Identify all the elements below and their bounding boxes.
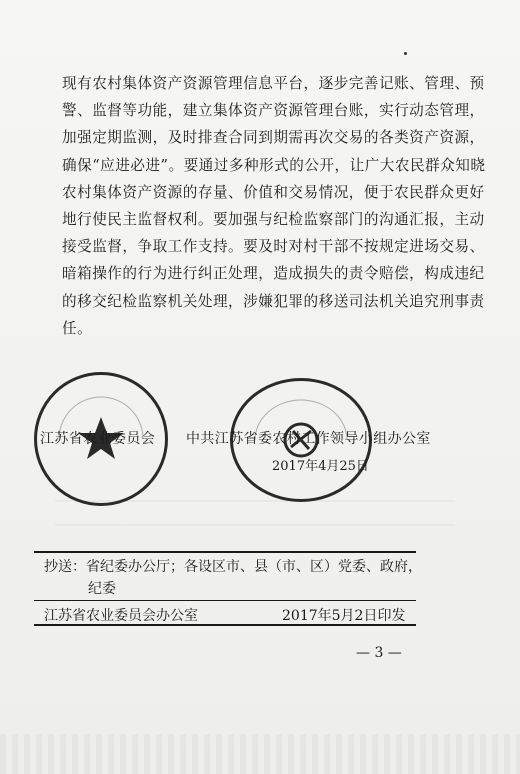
signature-left: 江苏省农业委员会 bbox=[40, 431, 156, 447]
cc-block bbox=[44, 556, 422, 600]
binding-edge bbox=[0, 734, 520, 774]
signature-right: 中共江苏省委农村工作领导小组办公室 bbox=[186, 431, 431, 447]
body-line: 暗箱操作的行为进行纠正处理，造成损失的责令赔偿，构成违纪 bbox=[62, 265, 485, 283]
body-line: 现有农村集体资产资源管理信息平台，逐步完善记账、管理、预 bbox=[62, 75, 485, 92]
body-line: 农村集体资产资源的存量、价值和交易情况，便于农民群众更好 bbox=[62, 183, 485, 201]
page-number: — 3 — bbox=[356, 645, 402, 661]
divider-middle bbox=[34, 600, 416, 601]
cc-recipients: 省纪委办公厅；各设区市、县（市、区）党委、政府， bbox=[86, 559, 422, 575]
divider-bottom bbox=[34, 624, 416, 626]
divider-top bbox=[34, 551, 416, 553]
signature-date: 2017年4月25日 bbox=[272, 459, 369, 474]
cc-line-2: 纪委 bbox=[88, 581, 116, 597]
body-line: 地行使民主监督权利。要加强与纪检监察部门的沟通汇报，主动 bbox=[62, 210, 485, 228]
body-text bbox=[62, 70, 486, 342]
issuing-office: 江苏省农业委员会办公室 bbox=[44, 608, 198, 624]
issue-date: 2017年5月2日印发 bbox=[282, 608, 406, 624]
body-line: 确保“应进必进”。要通过多种形式的公开，让广大农民群众知晓 bbox=[62, 156, 486, 174]
cc-line-1 bbox=[44, 556, 422, 578]
body-line: 警、监督等功能，建立集体资产资源管理台账，实行动态管理， bbox=[62, 102, 485, 120]
body-line: 任。 bbox=[62, 319, 93, 337]
cc-label: 抄送： bbox=[44, 559, 86, 575]
speck bbox=[404, 52, 407, 55]
body-line: 接受监督，争取工作支持。要及时对村干部不按规定进场交易、 bbox=[62, 238, 485, 256]
body-line: 的移交纪检监察机关处理，涉嫌犯罪的移送司法机关追究刑事责 bbox=[62, 292, 485, 310]
body-line: 加强定期监测，及时排查合同到期需再次交易的各类资产资源， bbox=[62, 129, 485, 147]
